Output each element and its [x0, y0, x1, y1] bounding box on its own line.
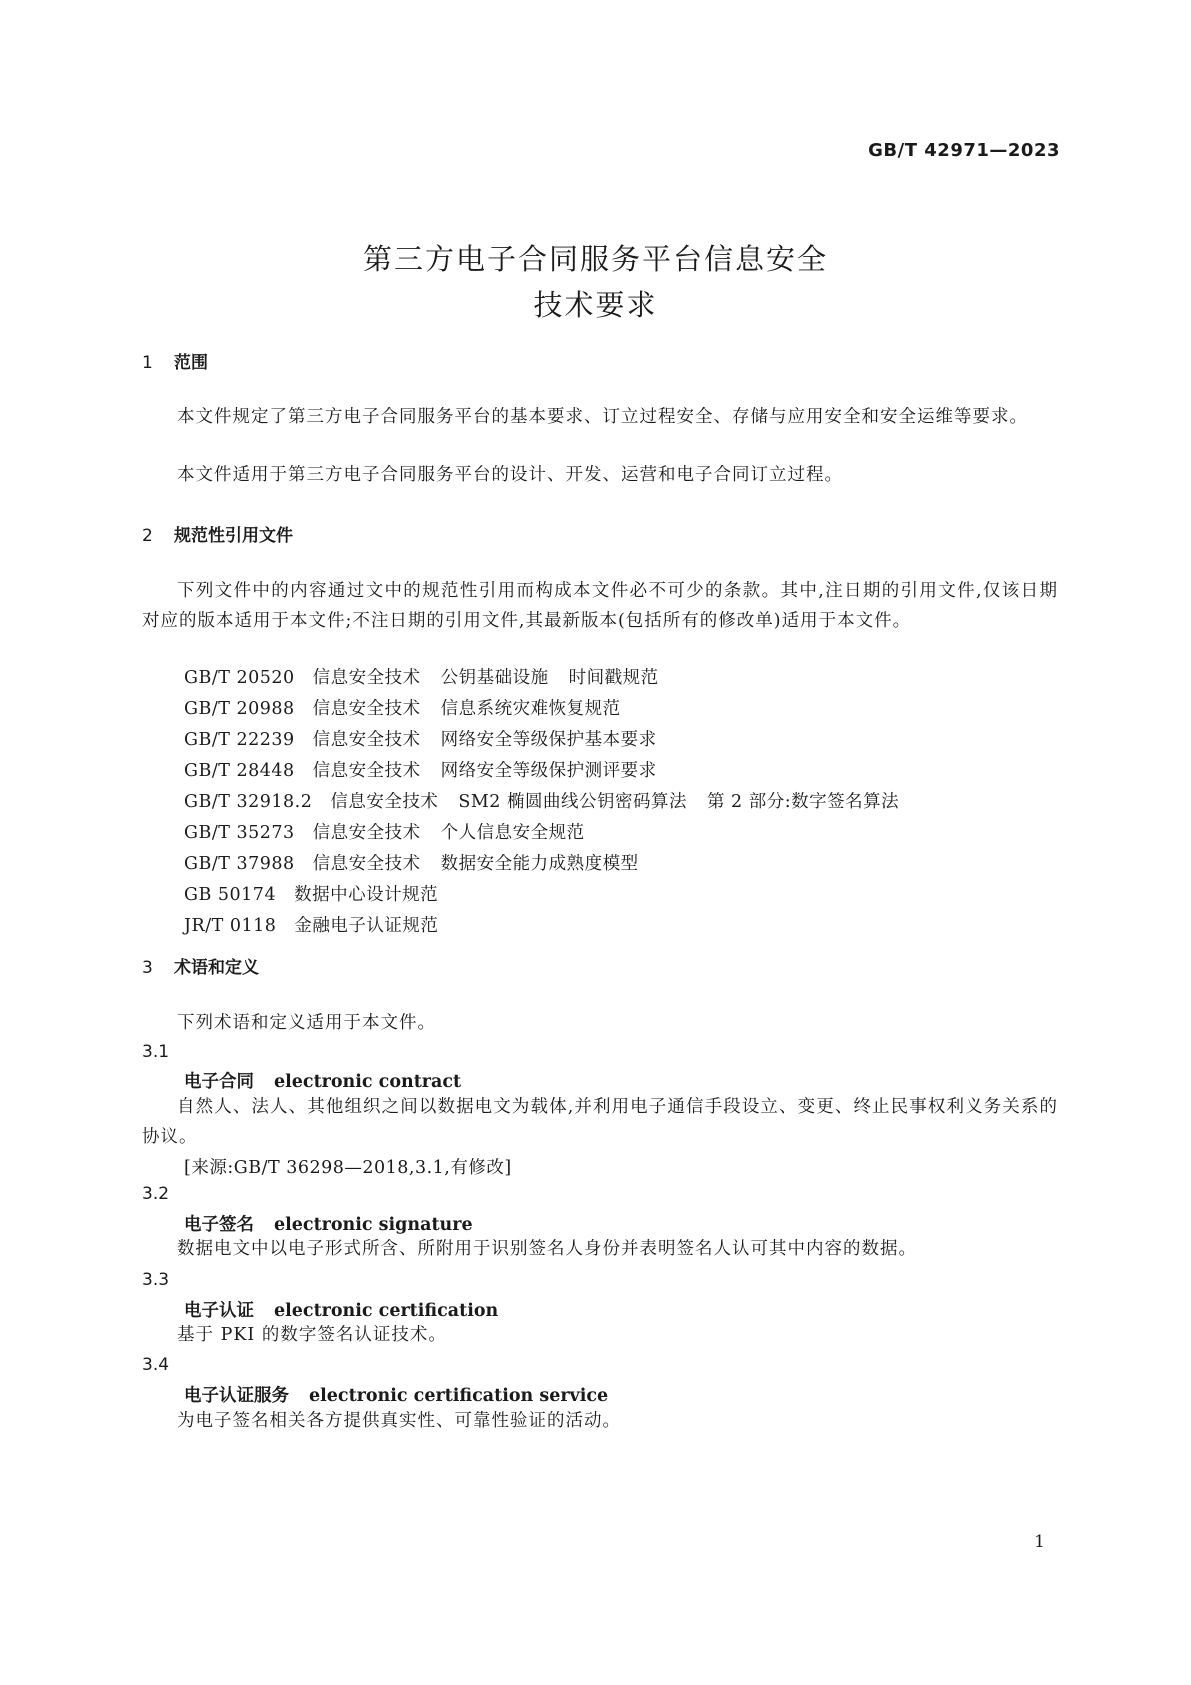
reference-title-part: 公钥基础设施 [440, 668, 549, 688]
reference-code: GB/T 20520 [184, 668, 295, 688]
term-heading [184, 1297, 498, 1322]
reference-item [184, 663, 899, 694]
reference-item [184, 756, 899, 787]
term-number: 3.2 [142, 1184, 170, 1204]
reference-title-part: 第 2 部分:数字签名算法 [706, 792, 900, 812]
reference-code: GB/T 37988 [184, 854, 295, 874]
title-line-1: 第三方电子合同服务平台信息安全 [362, 242, 828, 276]
reference-title-part: 数据安全能力成熟度模型 [440, 854, 639, 874]
standard-code: GB/T 42971—2023 [868, 140, 1060, 161]
page-number: 1 [1034, 1532, 1045, 1552]
section-number: 1 [142, 353, 153, 373]
reference-code: GB/T 35273 [184, 823, 295, 843]
section-title: 范围 [174, 353, 208, 373]
reference-title-part: 信息安全技术 [312, 854, 421, 874]
section-1-paragraph-2: 本文件适用于第三方电子合同服务平台的设计、开发、运营和电子合同订立过程。 [177, 465, 843, 485]
reference-title-part: 信息系统灾难恢复规范 [440, 699, 621, 719]
reference-title-part: 个人信息安全规范 [440, 823, 585, 843]
section-3-intro: 下列术语和定义适用于本文件。 [177, 1013, 436, 1033]
reference-title-part: 信息安全技术 [312, 699, 421, 719]
section-title: 规范性引用文件 [174, 526, 293, 546]
reference-code: GB/T 32918.2 [184, 792, 313, 812]
reference-title-part: 信息安全技术 [330, 792, 439, 812]
reference-title-part: 网络安全等级保护测评要求 [440, 761, 657, 781]
reference-title-part: 时间戳规范 [568, 668, 659, 688]
reference-title-part: 信息安全技术 [312, 730, 421, 750]
reference-title-part: 信息安全技术 [312, 823, 421, 843]
section-number: 3 [142, 958, 153, 978]
term-heading [184, 1382, 608, 1407]
term-heading [184, 1211, 473, 1236]
term-name-zh: 电子签名 [184, 1215, 254, 1235]
term-name-en: electronic certification [274, 1301, 499, 1321]
normative-reference-list [184, 663, 899, 942]
reference-item [184, 880, 899, 911]
section-1-heading [142, 348, 208, 373]
reference-title-part: SM2 椭圆曲线公钥密码算法 [458, 792, 687, 812]
title-line-2: 技术要求 [533, 288, 658, 322]
reference-title-part: 金融电子认证规范 [294, 916, 439, 936]
reference-item [184, 725, 899, 756]
reference-item [184, 787, 899, 818]
reference-code: GB 50174 [184, 885, 277, 905]
term-name-en: electronic signature [274, 1215, 473, 1235]
reference-item [184, 818, 899, 849]
term-source: [来源:GB/T 36298—2018,3.1,有修改] [184, 1158, 512, 1178]
reference-title-part: 数据中心设计规范 [294, 885, 439, 905]
term-number: 3.3 [142, 1270, 170, 1290]
section-number: 2 [142, 526, 153, 546]
document-title [0, 236, 1191, 328]
reference-title-part: 网络安全等级保护基本要求 [440, 730, 657, 750]
term-number: 3.1 [142, 1042, 170, 1062]
reference-code: JR/T 0118 [184, 916, 277, 936]
reference-item [184, 849, 899, 880]
term-definition: 为电子签名相关各方提供真实性、可靠性验证的活动。 [177, 1411, 621, 1431]
term-definition: 数据电文中以电子形式所含、所附用于识别签名人身份并表明签名人认可其中内容的数据。 [177, 1239, 917, 1259]
section-2-heading [142, 521, 293, 546]
term-name-zh: 电子合同 [184, 1072, 254, 1092]
term-heading [184, 1068, 461, 1093]
term-name-zh: 电子认证 [184, 1301, 254, 1321]
section-2-intro: 下列文件中的内容通过文中的规范性引用而构成本文件必不可少的条款。其中,注日期的引用文件,仅该日期对应的版本适用于本文件;不注日期的引用文件,其最新版本(包括所有的修改单)适用于本文件。 [142, 581, 1058, 631]
reference-item [184, 694, 899, 725]
section-title: 术语和定义 [174, 958, 259, 978]
term-name-en: electronic certification service [309, 1386, 609, 1406]
reference-title-part: 信息安全技术 [312, 761, 421, 781]
reference-code: GB/T 28448 [184, 761, 295, 781]
term-name-en: electronic contract [274, 1072, 462, 1092]
term-name-zh: 电子认证服务 [184, 1386, 289, 1406]
reference-title-part: 信息安全技术 [312, 668, 421, 688]
term-definition: 自然人、法人、其他组织之间以数据电文为载体,并利用电子通信手段设立、变更、终止民事权利义务关系的协议。 [142, 1097, 1058, 1147]
term-number: 3.4 [142, 1355, 170, 1375]
section-3-heading [142, 953, 259, 978]
reference-code: GB/T 22239 [184, 730, 295, 750]
term-definition: 基于 PKI 的数字签名认证技术。 [177, 1325, 447, 1345]
reference-item [184, 911, 899, 942]
section-1-paragraph-1: 本文件规定了第三方电子合同服务平台的基本要求、订立过程安全、存储与应用安全和安全运维等要求。 [177, 407, 1028, 427]
reference-code: GB/T 20988 [184, 699, 295, 719]
